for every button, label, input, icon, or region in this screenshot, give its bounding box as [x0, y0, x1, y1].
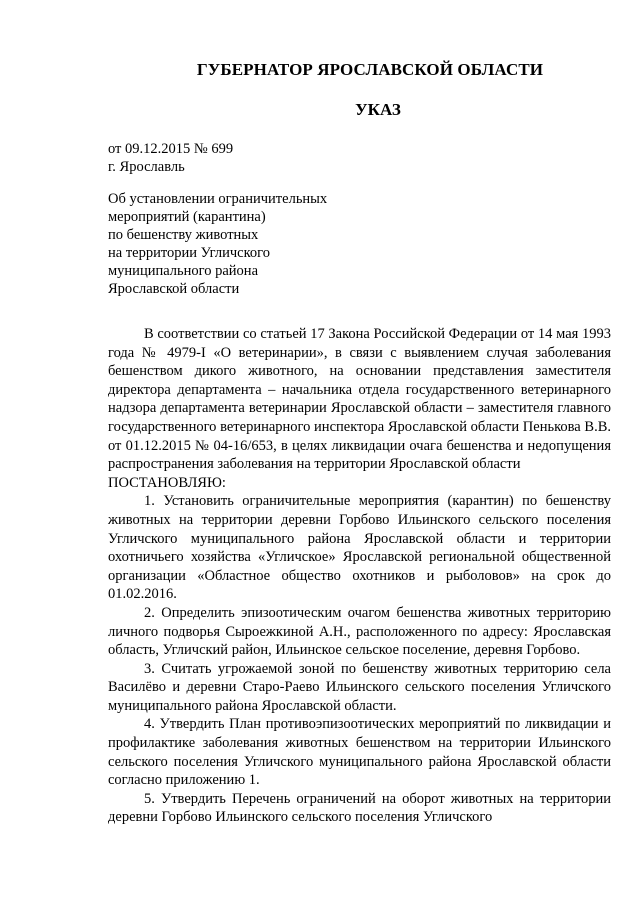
clause-paragraph: 3. Считать угрожаемой зоной по бешенству животных территорию села Василёво и деревни Старо-Раево Ильинского сельского поселения Угличского муниципального района Ярославской области. [108, 660, 611, 714]
subject-line: на территории Угличского [108, 245, 270, 261]
clause-paragraph: 5. Утвердить Перечень ограничений на оборот животных на территории деревни Горбово Ильинского сельского поселения Угличского [108, 790, 611, 826]
document-body [108, 325, 611, 827]
city: г. Ярославль [108, 159, 185, 175]
subject-line: Ярославской области [108, 281, 240, 297]
authority-heading: ГУБЕРНАТОР ЯРОСЛАВСКОЙ ОБЛАСТИ [196, 60, 544, 79]
decree-word: ПОСТАНОВЛЯЮ: [108, 474, 226, 491]
clause-paragraph: 2. Определить эпизоотическим очагом бешенства животных территорию личного подворья Сыроежкиной А.Н., расположенного по адресу: Ярославская область, Угличский район, Ильинское сельское поселение, деревня Горбово. [108, 604, 611, 659]
clause-paragraph: 4. Утвердить План противоэпизоотических мероприятий по ликвидации и профилактике заболевания животных бешенством на территории Ильинского сельского поселения Угличского муниципального района Ярославской области согласно приложению 1. [108, 716, 611, 789]
date-number: от 09.12.2015 № 699 [108, 141, 234, 157]
preamble-paragraph: В соответствии со статьей 17 Закона Российской Федерации от 14 мая 1993 года № 4979-I «О ветеринарии», в связи с выявлением случая заболевания бешенством дикого животного, на основании представления заместителя директора департамента – начальника отдела государственного ветеринарного надзора департамента ветеринарии Ярославской области – заместителя главного государственного ветеринарного инспектора Ярославской области Пенькова В.В. от 01.12.2015 № 04-16/653, в целях ликвидации очага бешенства и недопущения распространения заболевания на территории Ярославской области [108, 326, 611, 473]
document-type-heading: УКАЗ [355, 100, 401, 119]
subject-line: муниципального района [108, 263, 258, 279]
subject-line: по бешенству животных [108, 227, 259, 243]
subject-block [108, 190, 408, 298]
clause-paragraph: 1. Установить ограничительные мероприятия (карантин) по бешенству животных на территории деревни Горбово Ильинского сельского поселения Угличского муниципального района Ярославской области и территории охотничьего хозяйства «Угличское» Ярославской региональной общественной организации «Областное общество охотников и рыболовов» на срок до 01.02.2016. [108, 493, 611, 603]
subject-line: мероприятий (карантина) [108, 209, 266, 225]
subject-line: Об установлении ограничительных [108, 191, 328, 207]
